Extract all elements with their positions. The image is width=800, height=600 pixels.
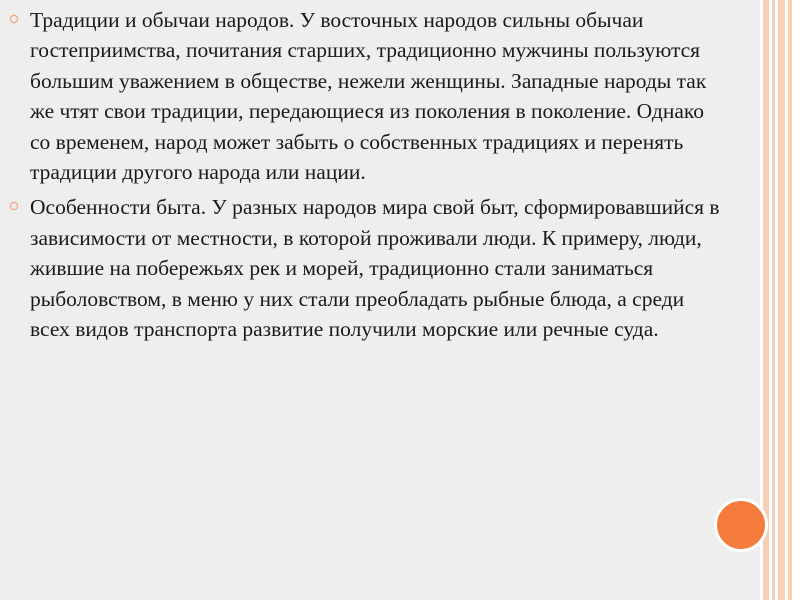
hollow-bullet-icon [9, 201, 19, 211]
hollow-bullet-icon [9, 14, 19, 24]
orange-circle-decoration [714, 498, 768, 552]
decorative-stripe [788, 0, 792, 600]
bullet-paragraph-traditions [30, 5, 720, 187]
decorative-stripe [772, 0, 775, 600]
bullet-paragraph-lifestyle [30, 192, 720, 344]
paragraph-text: Особенности быта. У разных народов мира свой быт, сформировавшийся в зависимости от местности, в которой проживали люди. К примеру, люди, жившие на побережьях рек и морей, традиционно стали заниматься рыболовством, в меню у них стали преобладать рыбные блюда, а среди всех видов транспорта развитие получили морские или речные суда. [30, 195, 720, 342]
text-body [30, 5, 720, 349]
paragraph-text: Традиции и обычаи народов. У восточных народов сильны обычаи гостеприимства, почитания старших, традиционно мужчины пользуются большим уважением в обществе, нежели женщины. Западные народы так же чтят свои традиции, передающиеся из поколения в поколение. Однако со временем, народ может забыть о собственных традициях и перенять традиции другого народа или нации. [30, 8, 707, 185]
decorative-stripe [778, 0, 785, 600]
